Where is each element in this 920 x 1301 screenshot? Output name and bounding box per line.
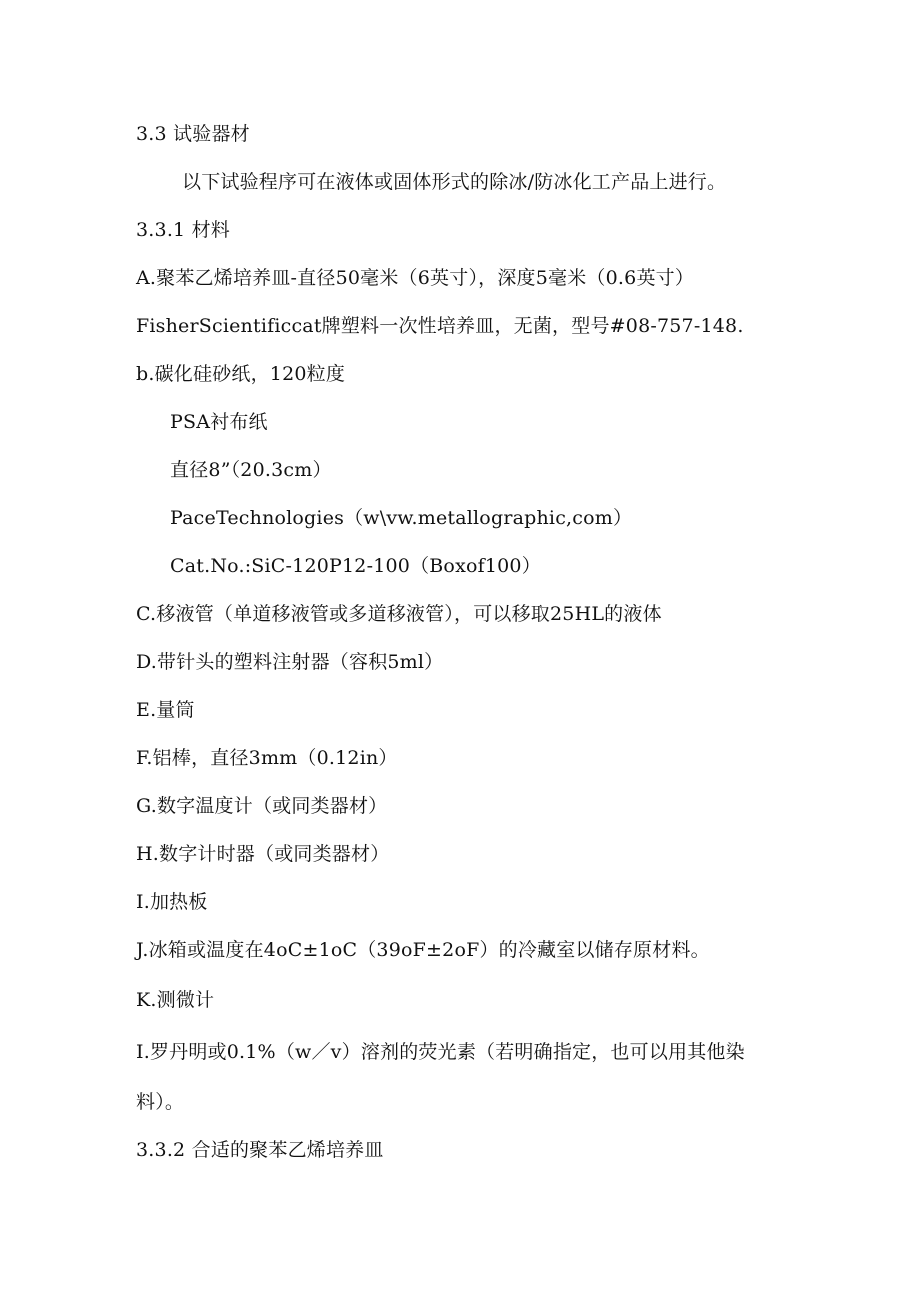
list-item: I.罗丹明或0.1%（w／v）溶剂的荧光素（若明确指定，也可以用其他染 [136, 1041, 745, 1063]
list-item-continuation: FisherScientificcat牌塑料一次性培养皿，无菌，型号#08-757-148. [136, 315, 744, 337]
list-item: I.加热板 [136, 891, 208, 913]
list-item: H.数字计时器（或同类器材） [136, 843, 390, 865]
list-item: F.铝棒，直径3mm（0.12in） [136, 747, 398, 769]
subsection-heading: 3.3.1 材料 [136, 219, 230, 241]
list-item: K.测微计 [136, 989, 215, 1011]
list-subitem: Cat.No.:SiC-120P12-100（Boxof100） [170, 555, 541, 577]
list-subitem: 直径8”（20.3cm） [170, 459, 332, 481]
subsection-heading: 3.3.2 合适的聚苯乙烯培养皿 [136, 1139, 384, 1161]
list-subitem: PSA衬布纸 [170, 411, 268, 433]
section-heading: 3.3 试验器材 [136, 123, 250, 145]
list-item: b.碳化硅砂纸，120粒度 [136, 363, 346, 385]
list-item: D.带针头的塑料注射器（容积5ml） [136, 651, 444, 673]
list-item: E.量筒 [136, 699, 195, 721]
list-item: J.冰箱或温度在4oC±1oC（39oF±2oF）的冷藏室以储存原材料。 [136, 939, 710, 961]
list-item: G.数字温度计（或同类器材） [136, 795, 388, 817]
list-subitem: PaceTechnologies（w\vw.metallographic,com） [170, 507, 633, 529]
list-item-continuation: 料）。 [136, 1091, 185, 1113]
list-item: A.聚苯乙烯培养皿-直径50毫米（6英寸），深度5毫米（0.6英寸） [136, 267, 695, 289]
intro-paragraph: 以下试验程序可在液体或固体形式的除冰/防冰化工产品上进行。 [182, 171, 727, 193]
list-item: C.移液管（单道移液管或多道移液管），可以移取25HL的液体 [136, 603, 662, 625]
